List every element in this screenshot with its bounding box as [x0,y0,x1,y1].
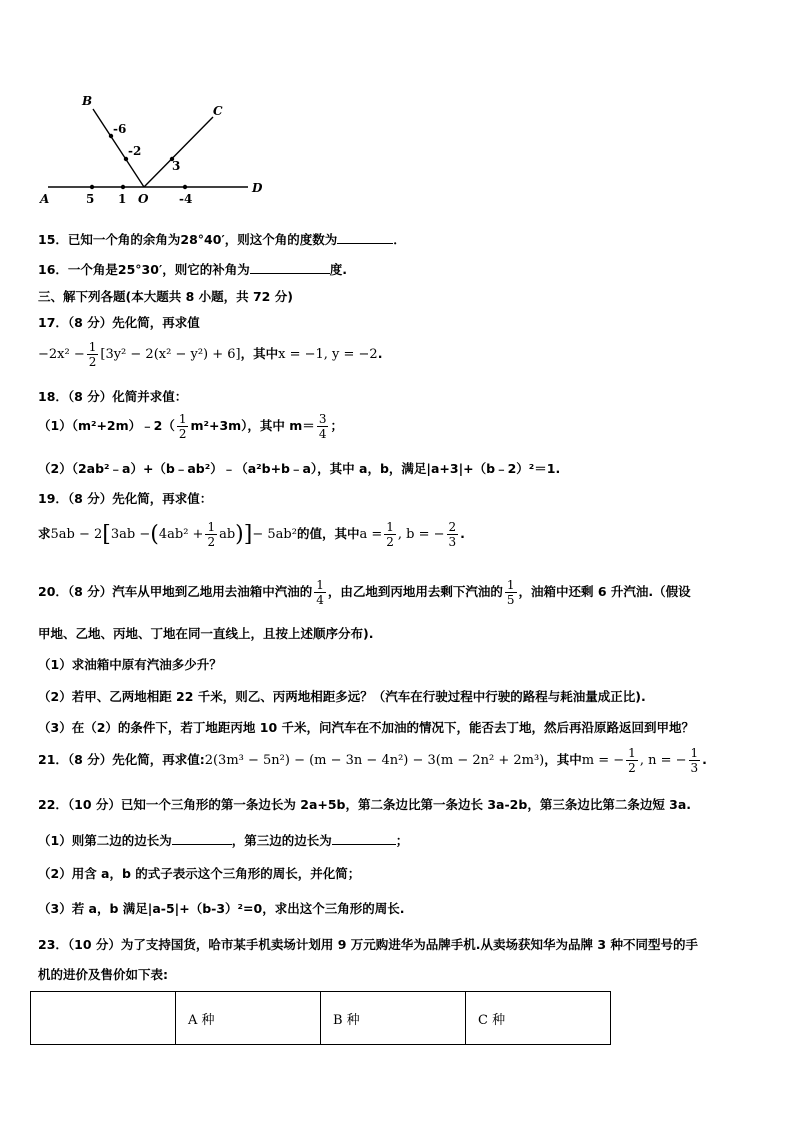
fraction: $\frac{1}{2}$ [178,412,187,441]
question-20-line-1: 20．（8 分）汽车从甲地到乙地用去油箱中汽油的 $\frac{1}{4}$ ，由乙地到丙地用去剩下汽油的 $\frac{1}{5}$ ，油箱中还剩 6 升汽油.（假设 [38,578,691,607]
fraction: $\frac{1}{2}$ [386,520,394,549]
question-16: 16．一个角是25°30′，则它的补角为 度. [38,262,348,277]
table-row [31,992,611,1045]
question-18-part-1: （1）（m²+2m）﹣2（ $\frac{1}{2}$ m²+3m），其中 m＝ $\frac{3}{4}$ ； [38,412,343,441]
tick-5: 5 [86,192,95,206]
fraction: $\frac{2}{3}$ [448,520,457,549]
fraction: $\frac{1}{2}$ [207,520,216,549]
point-5 [90,185,94,189]
question-22-part-3: （3）若 a，b 满足|a-5|+（b-3）²=0，求出这个三角形的周长. [38,901,405,916]
question-19-title: 19．（8 分）先化简，再求值： [38,491,213,506]
tick-1: 1 [118,192,127,206]
question-20-line-2: 甲地、乙地、丙地、丁地在同一直线上，且按上述顺序分布). [38,626,374,641]
price-table [30,991,611,1045]
question-22-part-2: （2）用含 a，b 的式子表示这个三角形的周长，并化简； [38,866,361,881]
question-23-line-2: 机的进价及售价如下表: [38,967,168,982]
q15-text: 15．已知一个角的余角为 [38,232,181,247]
question-20-part-1: （1）求油箱中原有汽油多少升？ [38,657,222,672]
question-17-expression: −2x² − $\frac{1}{2}$ [3y² − 2(x² − y²) + 6]，其中x = −1, y = −2. [38,340,383,369]
answer-blank [172,832,232,845]
question-21: 21．（8 分）先化简，再求值:2(3m³ − 5n²) − (m − 3n − 4n²) − 3(m − 2n² + 2m³)，其中m = − $\frac{1}{2}$ , n = − $\frac{1}{3}$ . [38,746,707,775]
q15-text-mid: ，则这个角的度数为 [224,232,338,247]
tick-3: 3 [172,159,181,173]
section-heading: 三、解下列各题(本大题共 8 小题，共 72 分) [38,289,293,304]
q16-angle: 25°30′ [117,262,163,277]
angle-diagram [30,88,280,213]
fraction: $\frac{1}{3}$ [690,746,699,775]
question-19-expression: 求5ab − 2[3ab −(4ab² + $\frac{1}{2}$ ab)]− 5ab²的值，其中a = $\frac{1}{2}$ , b = − $\frac{2}{3}$ . [38,520,465,549]
table-header-cell: C 种 [466,992,611,1045]
table-header-cell: B 种 [321,992,466,1045]
tick-neg2: -2 [128,144,142,158]
tick-neg4: -4 [179,192,193,206]
ray-oc [144,117,213,187]
question-22-part-1: （1）则第二边的边长为 ，第三边的边长为 ； [38,833,409,848]
question-20-part-3: （3）在（2）的条件下，若丁地距丙地 10 千米，问汽车在不加油的情况下，能否去丁地，然后再沿原路返回到甲地？ [38,720,694,735]
fraction: $\frac{1}{5}$ [506,578,515,607]
label-b: B [82,94,93,108]
point-neg4 [183,185,187,189]
answer-blank [337,231,393,244]
question-23-line-1: 23．（10 分）为了支持国货，哈市某手机卖场计划用 9 万元购进华为品牌手机.从卖场获知华为品牌 3 种不同型号的手 [38,937,698,952]
q16-text-mid: ，则它的补角为 [162,262,250,277]
q15-angle: 28°40′ [180,232,225,247]
answer-blank [250,261,330,274]
fraction: $\frac{1}{4}$ [316,578,324,607]
q16-text: 16．一个角是 [38,262,118,277]
question-17-title: 17．（8 分）先化简，再求值 [38,315,200,330]
label-a: A [40,192,50,206]
fraction: $\frac{3}{4}$ [318,412,327,441]
table-header-cell [31,992,176,1045]
table-header-cell: A 种 [176,992,321,1045]
fraction: $\frac{1}{2}$ [88,340,97,369]
question-22-title: 22．（10 分）已知一个三角形的第一条边长为 2a+5b，第二条边比第一条边长 3a-2b，第三条边比第二条边短 3a. [38,797,692,812]
fraction: $\frac{1}{2}$ [628,746,636,775]
label-d: D [252,181,263,195]
question-15: 15．已知一个角的余角为28°40′，则这个角的度数为 ． [38,232,406,247]
question-18-title: 18．（8 分）化简并求值： [38,389,188,404]
point-1 [121,185,125,189]
tick-neg6: -6 [113,122,127,136]
label-c: C [213,104,223,118]
question-18-part-2: （2）（2ab²﹣a）+（b﹣ab²）﹣（a²b+b﹣a），其中 a，b，满足|a+3|+（b﹣2）²＝1. [38,461,561,476]
label-o: O [138,192,149,206]
question-20-part-2: （2）若甲、乙两地相距 22 千米，则乙、丙两地相距多远？（汽车在行驶过程中行驶的路程与耗油量成正比). [38,689,646,704]
answer-blank [332,832,396,845]
